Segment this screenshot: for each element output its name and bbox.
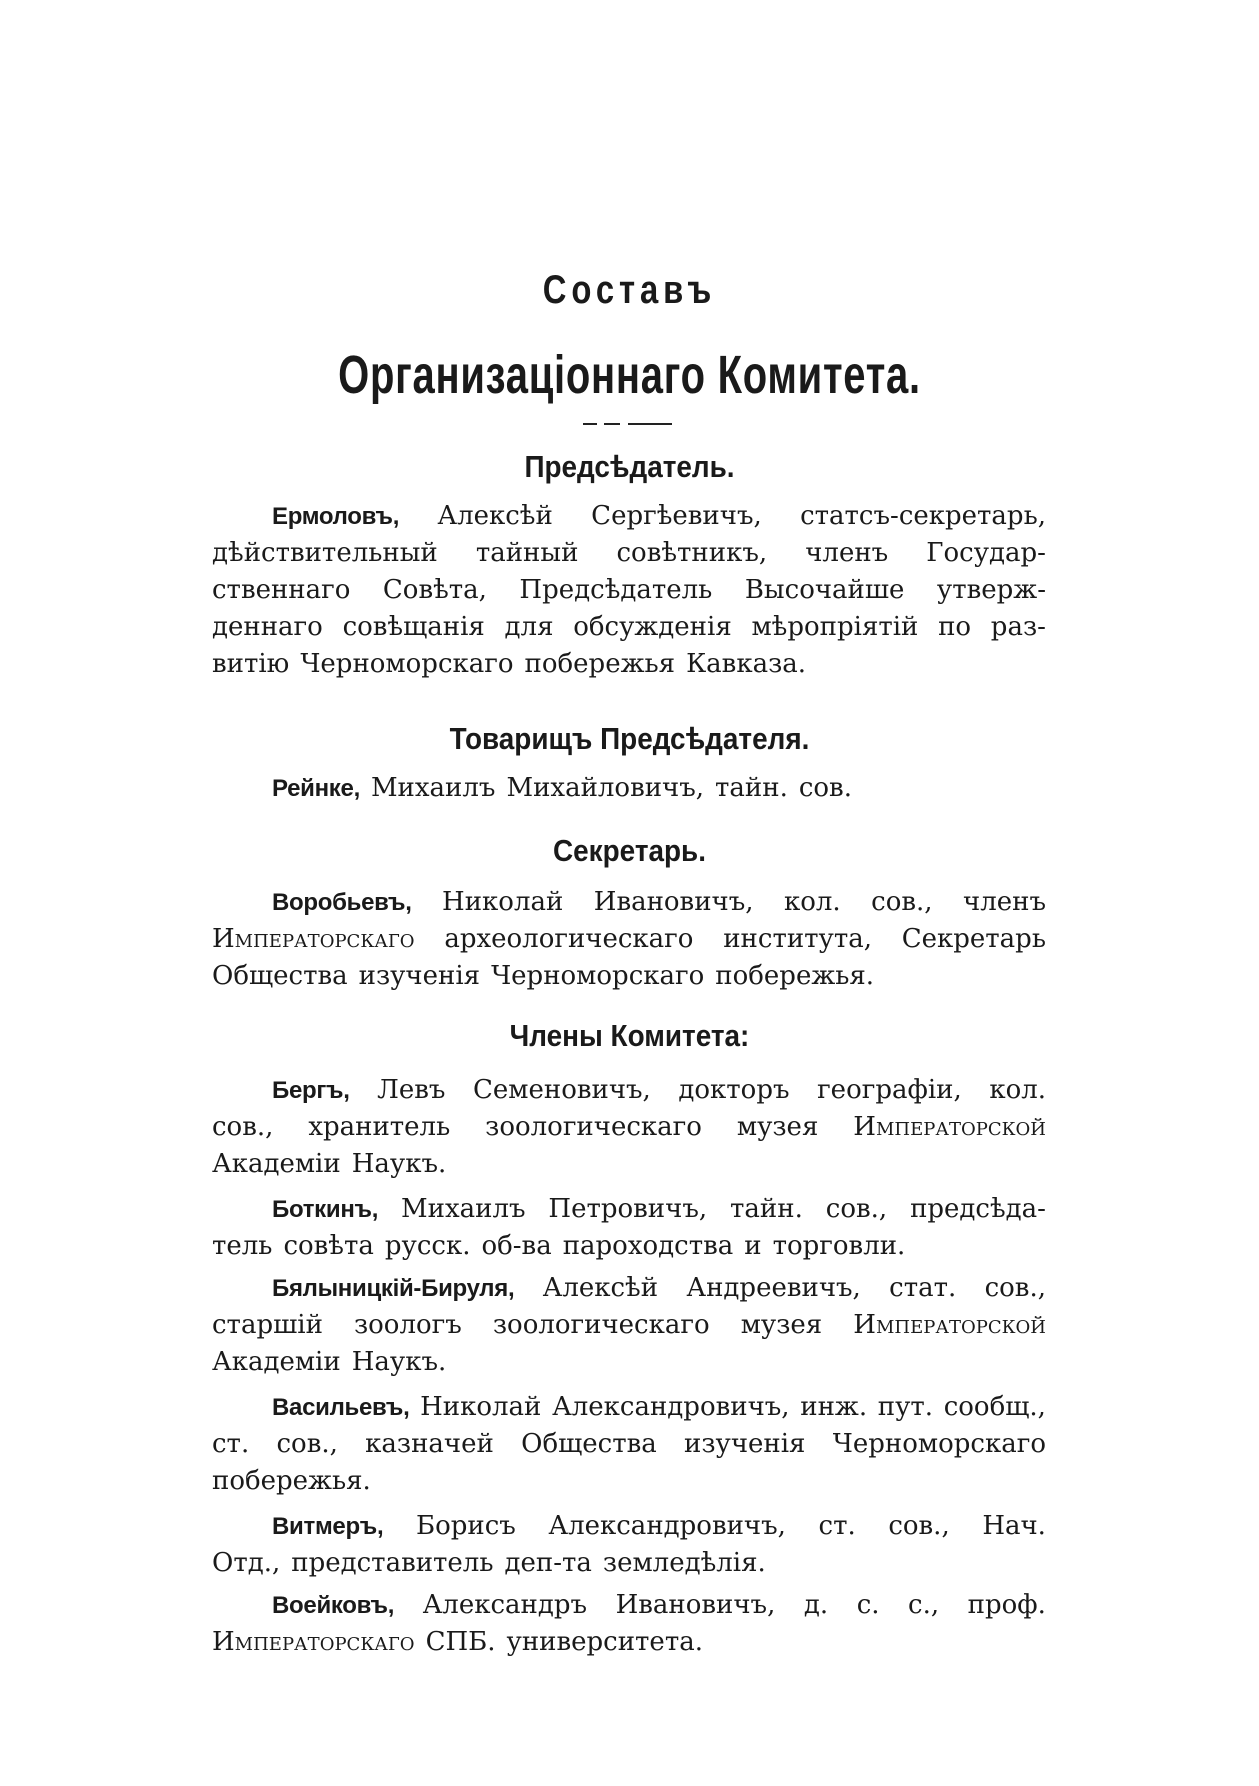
text-line xyxy=(212,498,1046,535)
word: Борисъ xyxy=(415,1511,516,1541)
word: представитель xyxy=(291,1548,494,1578)
word: Михаилъ xyxy=(401,1194,526,1224)
word: побережья. xyxy=(715,961,875,991)
member-surname: Ермоловъ, xyxy=(272,503,400,530)
text-line xyxy=(212,1389,1046,1426)
word: членъ xyxy=(805,538,889,568)
entry-member xyxy=(212,1270,1046,1381)
word: географіи, xyxy=(817,1075,962,1105)
word: Петровичъ, xyxy=(548,1194,708,1224)
word: сов., xyxy=(212,1112,274,1142)
text-line xyxy=(212,1624,1046,1661)
word: Михайловичъ, xyxy=(506,773,705,803)
word: совѣтникъ, xyxy=(616,538,768,568)
word: для xyxy=(504,612,554,642)
text-line xyxy=(212,1545,1046,1582)
word: Академіи xyxy=(212,1149,341,1179)
word: с. xyxy=(856,1590,880,1620)
text-line xyxy=(212,1426,1046,1463)
word: Ивановичъ, xyxy=(593,887,754,917)
word: сов., xyxy=(888,1511,950,1541)
member-surname: Васильевъ, xyxy=(272,1394,410,1421)
word: Императорской xyxy=(853,1112,1046,1142)
title-divider xyxy=(583,423,597,425)
word: деп-та xyxy=(504,1548,592,1578)
word: сов., xyxy=(276,1429,338,1459)
member-surname: Витмеръ, xyxy=(272,1513,384,1540)
word: Левъ xyxy=(377,1075,446,1105)
title-divider xyxy=(604,423,620,425)
entry-member xyxy=(212,1508,1046,1582)
word: мѣропріятій xyxy=(751,612,919,642)
word: тайн. xyxy=(730,1194,803,1224)
word: Черноморскаго xyxy=(491,961,705,991)
word: об-ва xyxy=(481,1231,552,1261)
word: докторъ xyxy=(678,1075,790,1105)
word: института, xyxy=(723,924,872,954)
word: раз- xyxy=(990,612,1046,642)
word: Академіи xyxy=(212,1347,341,1377)
word: по xyxy=(938,612,972,642)
word: Отд., xyxy=(212,1548,281,1578)
member-surname: Боткинъ, xyxy=(272,1196,379,1223)
word: Секретарь xyxy=(901,924,1046,954)
word: земледѣлія. xyxy=(602,1548,766,1578)
text-line xyxy=(212,1508,1046,1545)
word: торговли. xyxy=(772,1231,906,1261)
word: изученія xyxy=(684,1429,806,1459)
word: проф. xyxy=(967,1590,1046,1620)
word: Нач. xyxy=(982,1511,1046,1541)
word: Александровичъ, xyxy=(552,1392,790,1422)
entry-chair xyxy=(212,498,1046,683)
text-line xyxy=(212,1587,1046,1624)
section-heading-secretary: Секретарь. xyxy=(553,833,706,868)
page-subtitle: Организаціоннаго Комитета. xyxy=(338,345,921,405)
text-line xyxy=(212,1270,1046,1307)
word: зоологическаго xyxy=(485,1112,702,1142)
word: Михаилъ xyxy=(370,773,496,803)
word: Общества xyxy=(521,1429,657,1459)
word: и xyxy=(744,1231,762,1261)
word: совѣта xyxy=(283,1231,374,1261)
word: д. xyxy=(803,1590,829,1620)
word: витію xyxy=(212,649,290,679)
word: дѣйствительный xyxy=(212,538,438,568)
word: университета. xyxy=(506,1627,703,1657)
text-line xyxy=(212,958,1046,995)
word: Алексѣй xyxy=(437,501,553,531)
word: Черноморскаго xyxy=(832,1429,1046,1459)
word: сов., xyxy=(984,1273,1046,1303)
word: Императорскаго xyxy=(212,1627,415,1657)
word: тайный xyxy=(475,538,579,568)
word: Николай xyxy=(420,1392,542,1422)
word: деннаго xyxy=(212,612,323,642)
word: побережья. xyxy=(212,1466,371,1496)
word: Семеновичъ, xyxy=(472,1075,651,1105)
word: зоологъ xyxy=(353,1310,462,1340)
section-heading-chair: Предсѣдатель. xyxy=(524,449,735,484)
word: сов. xyxy=(798,773,852,803)
member-surname: Воробьевъ, xyxy=(272,889,412,916)
word: СПБ. xyxy=(425,1627,496,1657)
member-surname: Воейковъ, xyxy=(272,1592,395,1619)
word: археологическаго xyxy=(444,924,694,954)
word: казначей xyxy=(365,1429,494,1459)
word: Кавказа. xyxy=(686,649,807,679)
word: музея xyxy=(736,1112,819,1142)
section-heading-members: Члены Комитета: xyxy=(509,1018,750,1053)
member-surname: Рейнке, xyxy=(272,775,360,802)
text-line xyxy=(212,572,1046,609)
word: предсѣда- xyxy=(910,1194,1046,1224)
entry-member xyxy=(212,1389,1046,1500)
word: Николай xyxy=(442,887,564,917)
word: Совѣта, xyxy=(382,575,487,605)
word: старшій xyxy=(212,1310,323,1340)
word: Общества xyxy=(212,961,348,991)
word: с., xyxy=(908,1590,940,1620)
entry-deputy xyxy=(212,770,1046,807)
word: русск. xyxy=(384,1231,471,1261)
word: Высочайше xyxy=(744,575,905,605)
title-divider xyxy=(628,423,672,425)
text-line xyxy=(212,535,1046,572)
text-line xyxy=(212,1344,1046,1381)
text-line xyxy=(212,1228,1046,1265)
word: сообщ., xyxy=(943,1392,1046,1422)
text-line xyxy=(212,1191,1046,1228)
page-title: Составъ xyxy=(542,268,717,312)
text-line xyxy=(212,609,1046,646)
word: статсъ-секретарь, xyxy=(800,501,1046,531)
text-line xyxy=(212,770,1046,807)
word: Ивановичъ, xyxy=(615,1590,776,1620)
entry-secretary xyxy=(212,884,1046,995)
word: членъ xyxy=(963,887,1046,917)
word: сов., xyxy=(871,887,933,917)
word: кол. xyxy=(784,887,841,917)
word: Государ- xyxy=(926,538,1046,568)
word: Андреевичъ, xyxy=(686,1273,861,1303)
word: пут. xyxy=(877,1392,934,1422)
word: Императорскаго xyxy=(212,924,415,954)
word: музея xyxy=(740,1310,823,1340)
entry-member xyxy=(212,1587,1046,1661)
word: обсужденія xyxy=(573,612,732,642)
word: тель xyxy=(212,1231,273,1261)
word: Наукъ. xyxy=(351,1347,447,1377)
text-line xyxy=(212,646,1046,683)
word: зоологическаго xyxy=(492,1310,710,1340)
word: Наукъ. xyxy=(351,1149,447,1179)
word: изученія xyxy=(358,961,481,991)
word: тайн. xyxy=(715,773,788,803)
word: Александръ xyxy=(422,1590,588,1620)
member-surname: Бергъ, xyxy=(272,1077,350,1104)
word: Сергѣевичъ, xyxy=(591,501,762,531)
word: хранитель xyxy=(308,1112,451,1142)
word: Императорской xyxy=(853,1310,1046,1340)
text-line xyxy=(212,1109,1046,1146)
section-heading-deputy: Товарищъ Предсѣдателя. xyxy=(449,721,810,756)
text-line xyxy=(212,1307,1046,1344)
word: побережья xyxy=(524,649,676,679)
word: сов., xyxy=(825,1194,888,1224)
word: ственнаго xyxy=(212,575,351,605)
word: стат. xyxy=(889,1273,957,1303)
text-line xyxy=(212,921,1046,958)
text-line xyxy=(212,1072,1046,1109)
word: совѣщанія xyxy=(342,612,485,642)
entry-member xyxy=(212,1191,1046,1265)
word: Александровичъ, xyxy=(548,1511,786,1541)
word: ст. xyxy=(818,1511,856,1541)
text-line xyxy=(212,884,1046,921)
word: ст. xyxy=(212,1429,250,1459)
word: пароходства xyxy=(562,1231,734,1261)
word: Черноморскаго xyxy=(300,649,514,679)
member-surname: Бялыницкій-Бируля, xyxy=(272,1275,515,1302)
text-line xyxy=(212,1146,1046,1183)
word: кол. xyxy=(989,1075,1046,1105)
word: Алексѣй xyxy=(542,1273,659,1303)
word: Предсѣдатель xyxy=(519,575,713,605)
word: инж. xyxy=(800,1392,868,1422)
entry-member xyxy=(212,1072,1046,1183)
word: утверж- xyxy=(936,575,1046,605)
text-line xyxy=(212,1463,1046,1500)
